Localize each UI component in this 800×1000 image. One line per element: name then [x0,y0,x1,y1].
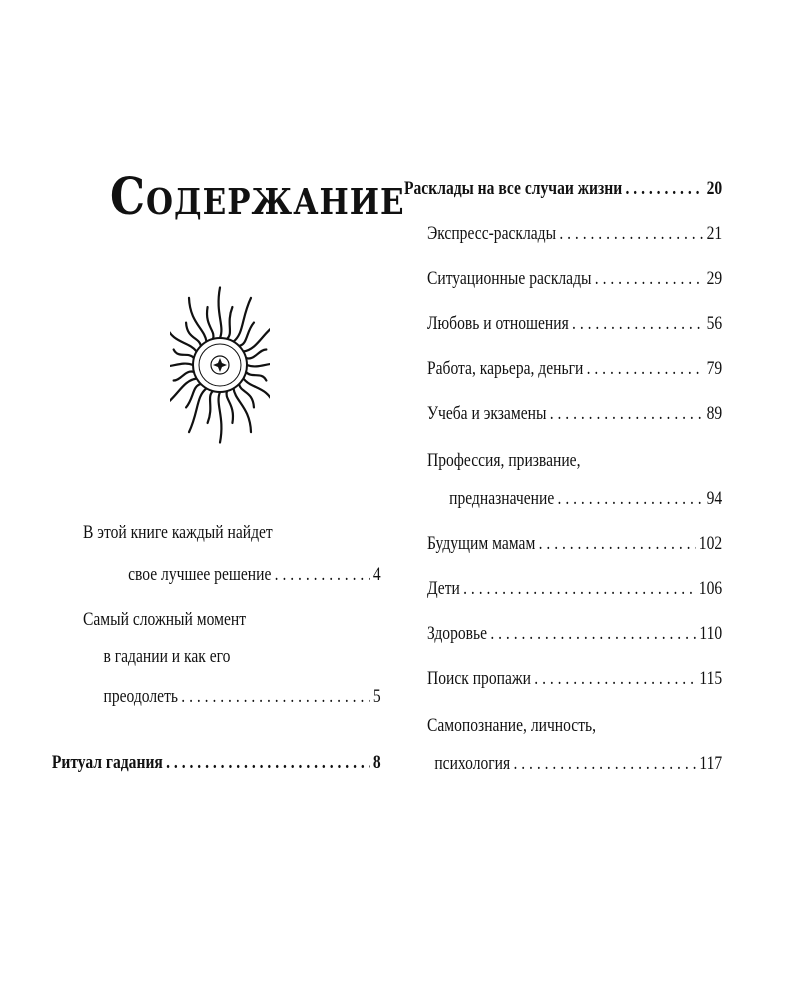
toc-entry-intro-line1: В этой книге каждый найдет [83,522,273,543]
toc-entry-children[interactable]: Дети . . . 106 [427,578,722,600]
sun-ray [219,392,222,443]
toc-entry-lost[interactable]: Поиск пропажи . . . 115 [427,668,722,690]
sun-ray [170,379,197,404]
toc-section-spreads[interactable]: Расклады на все случаи жизни . . . 20 [404,178,722,200]
sun-ornament-icon [170,285,270,460]
toc-entry-profession-line1: Профессия, призвание, [426,450,581,471]
sun-ray [243,326,270,351]
toc-entry-hard-moment-line1: Самый сложный момент [83,609,247,630]
toc-entry-health[interactable]: Здоровье . . . 110 [427,623,722,645]
sun-ray [208,391,213,423]
toc-entry-hard-moment[interactable]: преодолеть . . . 5 [104,686,381,708]
toc-entry-hard-moment-line2: в гадании и как его [103,646,231,667]
sun-ray [227,391,233,423]
toc-entry-study[interactable]: Учеба и экзамены . . . 89 [427,403,722,425]
sun-ray [219,288,222,339]
toc-entry-self[interactable]: психология . . . 117 [434,753,722,775]
toc-entry-situational[interactable]: Ситуационные расклады . . . 29 [427,268,722,290]
sun-ray [243,379,270,404]
toc-entry-love[interactable]: Любовь и отношения . . . 56 [427,313,722,335]
sun-ray [174,349,194,358]
toc-entry-moms[interactable]: Будущим мамам . . . 102 [427,533,722,555]
page-title: Содержание [110,168,405,227]
toc-entry-profession[interactable]: предназначение . . . 94 [449,488,722,510]
toc-entry-work[interactable]: Работа, карьера, деньги . . . 79 [427,358,722,380]
sun-ray [227,307,232,339]
sun-ray [170,326,197,351]
sun-ray [207,307,213,339]
toc-entry-ritual[interactable]: Ритуал гадания . . . 8 [52,752,381,774]
toc-entry-intro[interactable]: свое лучшее решение . . . 4 [128,564,381,586]
sun-ray [247,364,270,367]
sun-ray [246,372,266,381]
sun-ray [170,364,193,367]
toc-entry-express[interactable]: Экспресс-расклады . . . 21 [427,223,722,245]
toc-entry-self-line1: Самопознание, личность, [426,715,597,736]
